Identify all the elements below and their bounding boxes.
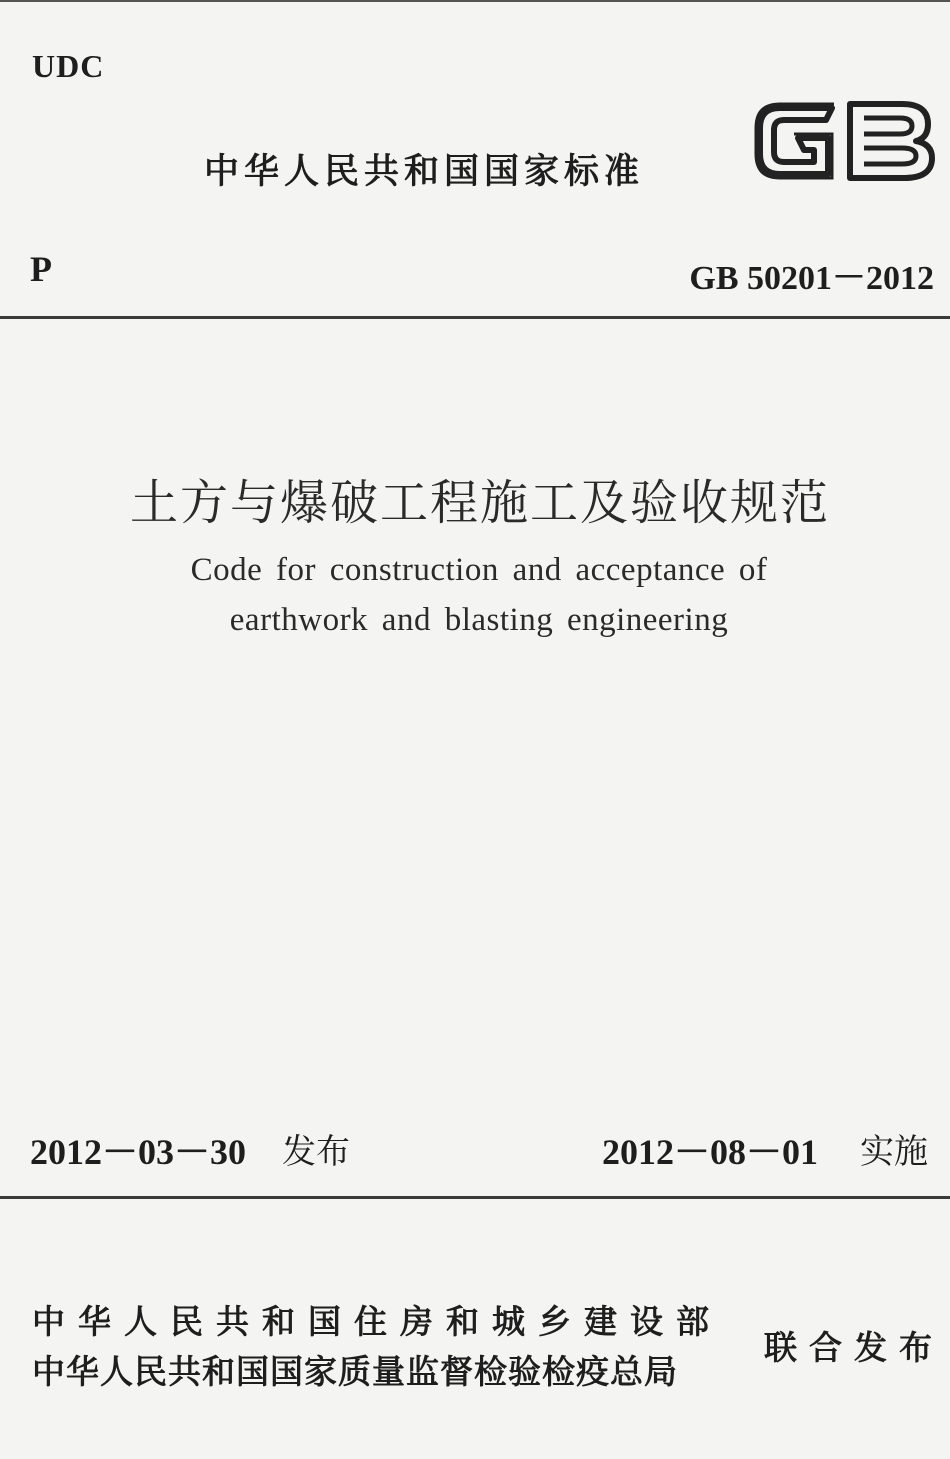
issue-date: 2012－03－30 [30,1132,247,1172]
footer-divider [0,1196,950,1199]
udc-label: UDC [32,48,105,84]
title-english-line1: Code for construction and acceptance of [190,552,768,588]
category-code: P [30,249,52,289]
title-chinese: 土方与爆破工程施工及验收规范 [129,475,830,531]
title-english-line2: earthwork and blasting engineering [229,602,729,638]
implementation-label: 实施 [860,1132,928,1172]
gb-logo [752,94,936,186]
issuer-ministry-housing: 中华人民共和国住房和城乡建设部 [32,1302,722,1341]
implementation-date: 2012－08－01 [602,1132,819,1172]
gb-logo-icon [752,94,936,186]
issue-label: 发布 [282,1132,350,1172]
top-border-line [0,0,950,2]
joint-issue-label: 联合发布 [764,1328,944,1367]
issuer-quality-administration: 中华人民共和国国家质量监督检验检疫总局 [32,1352,678,1391]
national-standard-heading: 中华人民共和国国家标准 [204,152,645,192]
header-divider [0,316,950,319]
standard-number: GB 50201－2012 [689,260,934,297]
